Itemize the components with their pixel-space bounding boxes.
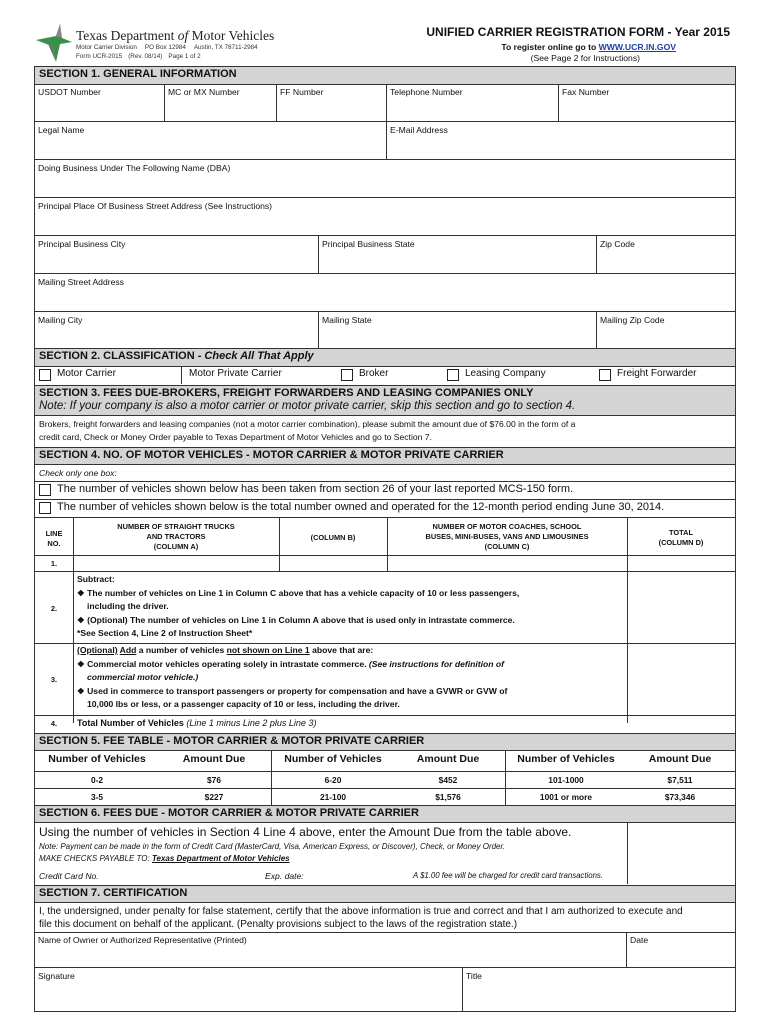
mcs150-option-label: The number of vehicles shown below has been taken from section 26 of your last reported MCS-150 form. bbox=[57, 483, 574, 495]
mc-mx-number-field[interactable]: MC or MX Number bbox=[165, 84, 277, 122]
section-6-header: SECTION 6. FEES DUE - MOTOR CARRIER & MOTOR PRIVATE CARRIER bbox=[35, 805, 735, 823]
check-only-one: Check only one box: bbox=[39, 468, 117, 478]
fee-col-amount-3: Amount Due bbox=[648, 753, 712, 765]
form-title: UNIFIED CARRIER REGISTRATION FORM - Year 2015 bbox=[426, 25, 730, 39]
fee-range-1001-more: 1001 or more bbox=[539, 792, 593, 802]
line-no-header: LINE NO. bbox=[45, 529, 63, 548]
broker-label: Broker bbox=[359, 368, 389, 379]
divider bbox=[35, 771, 735, 772]
broker-checkbox[interactable] bbox=[341, 369, 353, 381]
usdot-number-field[interactable]: USDOT Number bbox=[35, 84, 165, 122]
private-carrier-label: Motor Private Carrier bbox=[189, 368, 282, 379]
section-7-header: SECTION 7. CERTIFICATION bbox=[35, 885, 735, 903]
line-2-number: 2. bbox=[50, 604, 58, 613]
divider bbox=[35, 499, 735, 500]
divider bbox=[35, 571, 735, 572]
section-1-header: SECTION 1. GENERAL INFORMATION bbox=[35, 67, 735, 85]
legal-name-field[interactable]: Legal Name bbox=[35, 122, 387, 160]
section-3-header bbox=[35, 385, 735, 416]
fee-amount-76: $76 bbox=[207, 775, 221, 785]
email-field[interactable]: E-Mail Address bbox=[387, 122, 735, 160]
fee-amount-7511: $7,511 bbox=[667, 775, 693, 785]
fee-amount-452: $452 bbox=[438, 775, 458, 785]
divider bbox=[627, 823, 628, 884]
line-3-number: 3. bbox=[50, 675, 58, 684]
divider bbox=[387, 555, 388, 571]
date-field[interactable]: Date bbox=[627, 932, 735, 968]
ucr-website-link[interactable]: WWW.UCR.IN.GOV bbox=[598, 42, 676, 52]
leasing-company-checkbox[interactable] bbox=[447, 369, 459, 381]
column-b-header: (COLUMN B) bbox=[310, 533, 356, 542]
fee-amount-1576: $1,576 bbox=[435, 792, 461, 802]
divider bbox=[271, 750, 272, 806]
fee-amount-73346: $73,346 bbox=[664, 792, 696, 802]
section-3-note: Note: If your company is also a motor carrier or motor private carrier, skip this section and go to section 4. bbox=[39, 400, 576, 412]
freight-forwarder-checkbox[interactable] bbox=[599, 369, 611, 381]
column-c-header: NUMBER OF MOTOR COACHES, SCHOOL BUSES, MINI-BUSES, VANS AND LIMOUSINES (COLUMN C) bbox=[425, 522, 589, 551]
line-4-number: 4. bbox=[50, 719, 58, 728]
fee-amount-227: $227 bbox=[204, 792, 224, 802]
section-6-lead: Using the number of vehicles in Section 4 Line 4 above, enter the Amount Due from the table above. bbox=[39, 825, 572, 839]
zip-code-field[interactable]: Zip Code bbox=[597, 236, 735, 274]
fee-range-21-100: 21-100 bbox=[319, 792, 347, 802]
register-online-line: To register online go to WWW.UCR.IN.GOV bbox=[501, 42, 676, 52]
fee-range-3-5: 3-5 bbox=[90, 792, 104, 802]
form-number: Form UCR-2015 (Rev. 08/14) Page 1 of 2 bbox=[76, 53, 201, 60]
see-page-2: (See Page 2 for Instructions) bbox=[530, 53, 640, 63]
fee-range-6-20: 6-20 bbox=[324, 775, 342, 785]
credit-card-field[interactable]: Credit Card No. bbox=[39, 871, 99, 881]
divider bbox=[35, 517, 735, 518]
line-3-instructions: (Optional) Add a number of vehicles not shown on Line 1 above that are: ❖ Commercial motor vehicles operating solely in intrastate commerce. (See instructions for definition of commercial motor vehicle.) ❖ Used in commerce to transport passengers or property for compensation and have a GVWR or GVW of 10,000 lbs or less, or a passenger capacity of 10 or less, including the driver. bbox=[77, 645, 508, 709]
fee-col-amount-2: Amount Due bbox=[416, 753, 480, 765]
fee-range-0-2: 0-2 bbox=[90, 775, 104, 785]
fee-col-vehicles-2: Number of Vehicles bbox=[284, 753, 382, 765]
motor-carrier-label: Motor Carrier bbox=[57, 368, 116, 379]
column-a-header: NUMBER OF STRAIGHT TRUCKS AND TRACTORS (COLUMN A) bbox=[117, 522, 235, 551]
divider bbox=[181, 366, 182, 384]
mcs150-option-checkbox[interactable] bbox=[39, 484, 51, 496]
fee-col-vehicles-3: Number of Vehicles bbox=[517, 753, 615, 765]
freight-forwarder-label: Freight Forwarder bbox=[617, 368, 697, 379]
divider bbox=[35, 715, 735, 716]
principal-state-field[interactable]: Principal Business State bbox=[319, 236, 597, 274]
divider bbox=[505, 750, 506, 806]
agency-name: Texas Department of Motor Vehicles bbox=[76, 28, 275, 43]
ff-number-field[interactable]: FF Number bbox=[277, 84, 387, 122]
section-3-text-1: Brokers, freight forwarders and leasing companies (not a motor carrier combination), please submit the amount due of $76.00 in the form of a bbox=[39, 419, 576, 429]
line-1-number: 1. bbox=[50, 559, 58, 568]
cert-text-2: file this document on behalf of the applicant. (Penalty provisions subject to the laws of the registration state.) bbox=[39, 919, 518, 930]
line-4-label: Total Number of Vehicles (Line 1 minus Line 2 plus Line 3) bbox=[77, 718, 317, 728]
mailing-state-field[interactable]: Mailing State bbox=[319, 312, 597, 350]
column-d-header: TOTAL (COLUMN D) bbox=[658, 528, 704, 547]
mailing-zip-field[interactable]: Mailing Zip Code bbox=[600, 315, 665, 325]
fee-col-vehicles-1: Number of Vehicles bbox=[48, 753, 146, 765]
mailing-street-field[interactable]: Mailing Street Address bbox=[35, 274, 735, 312]
line-2-instructions: Subtract: ❖ The number of vehicles on Line 1 in Column C above that has a vehicle capacity of 10 or less passengers, including the driver. ❖ (Optional) The number of vehicles on Line 1 in Column A above that is used only in intrastate commerce. *See Section 4, Line 2 of Instruction Sheet* bbox=[77, 574, 520, 638]
agency-address: Motor Carrier Division PO Box 12984 Austin, TX 78711-2984 bbox=[76, 44, 258, 51]
fee-col-amount-1: Amount Due bbox=[182, 753, 246, 765]
owner-name-field[interactable]: Name of Owner or Authorized Representative (Printed) bbox=[35, 932, 627, 968]
leasing-company-label: Leasing Company bbox=[465, 368, 546, 379]
telephone-field[interactable]: Telephone Number bbox=[387, 84, 559, 122]
mailing-city-field[interactable]: Mailing City bbox=[35, 312, 319, 350]
divider bbox=[35, 481, 735, 482]
section-6-note: Note: Payment can be made in the form of Credit Card (MasterCard, Visa, American Express, or Discover), Check, or Money Order. bbox=[39, 842, 506, 851]
section-3-title: SECTION 3. FEES DUE-BROKERS, FREIGHT FORWARDERS AND LEASING COMPANIES ONLY bbox=[39, 387, 534, 399]
form-body bbox=[34, 66, 736, 1012]
section-3-text-2: credit card, Check or Money Order payable to Texas Department of Motor Vehicles and go to Section 7. bbox=[39, 432, 432, 442]
twelve-month-option-label: The number of vehicles shown below is the total number owned and operated for the 12-month period ending June 30, 2014. bbox=[57, 501, 665, 513]
fee-range-101-1000: 101-1000 bbox=[548, 775, 584, 785]
section-4-header: SECTION 4. NO. OF MOTOR VEHICLES - MOTOR CARRIER & MOTOR PRIVATE CARRIER bbox=[35, 447, 735, 465]
divider bbox=[35, 788, 735, 789]
cert-text-1: I, the undersigned, under penalty for false statement, certify that the above information is true and correct and that I am authorized to execute and bbox=[39, 906, 683, 917]
motor-carrier-checkbox[interactable] bbox=[39, 369, 51, 381]
section-5-header: SECTION 5. FEE TABLE - MOTOR CARRIER & MOTOR PRIVATE CARRIER bbox=[35, 733, 735, 751]
principal-city-field[interactable]: Principal Business City bbox=[35, 236, 319, 274]
divider bbox=[279, 555, 280, 571]
fax-field[interactable]: Fax Number bbox=[559, 84, 735, 122]
form-header bbox=[34, 22, 736, 66]
texas-star-logo-icon bbox=[34, 22, 74, 64]
exp-date-field[interactable]: Exp. date: bbox=[265, 871, 304, 881]
checks-payable: MAKE CHECKS PAYABLE TO: Texas Department of Motor Vehicles bbox=[39, 854, 290, 863]
title-field[interactable]: Title bbox=[466, 971, 482, 981]
principal-street-field[interactable]: Principal Place Of Business Street Address (See Instructions) bbox=[35, 198, 735, 236]
twelve-month-option-checkbox[interactable] bbox=[39, 502, 51, 514]
signature-field[interactable]: Signature bbox=[35, 968, 463, 1011]
divider bbox=[35, 555, 735, 556]
section-2-header: SECTION 2. CLASSIFICATION - Check All That Apply bbox=[35, 348, 735, 367]
cc-fee-note: A $1.00 fee will be charged for credit card transactions. bbox=[413, 871, 603, 880]
dba-field[interactable]: Doing Business Under The Following Name (DBA) bbox=[35, 160, 735, 198]
